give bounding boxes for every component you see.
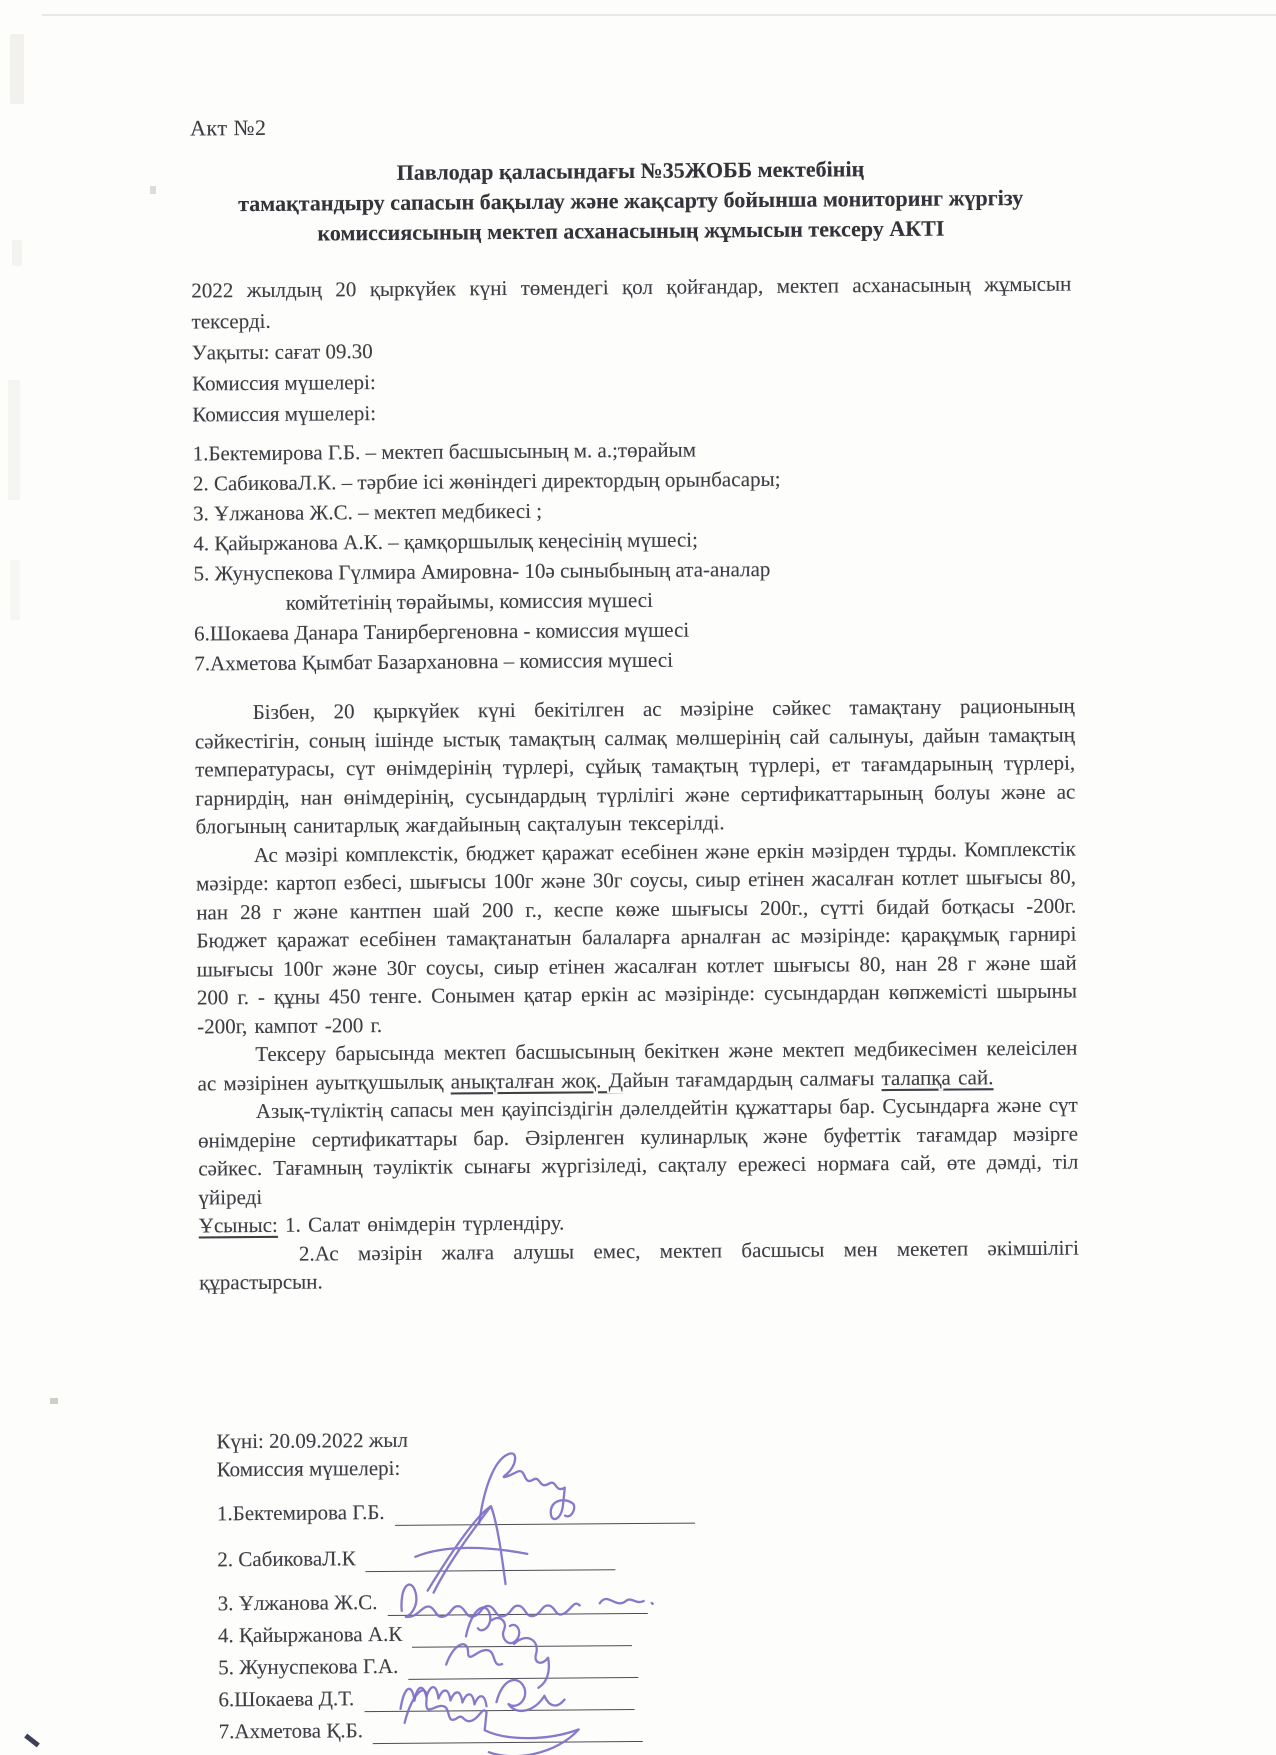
date-line: Күні: 20.09.2022 жыл xyxy=(216,1427,409,1454)
signature-stroke xyxy=(405,1689,580,1755)
paragraph-findings xyxy=(197,1034,1077,1098)
recommendation-label: Ұсыныс: xyxy=(198,1212,278,1238)
member-item: 6.Шокаева Данара Танирбергеновна - комиссия мүшесі xyxy=(193,617,690,646)
inspection-time: Уақыты: сағат 09.30 xyxy=(191,339,373,365)
title-line-3: комиссиясының мектеп асханасының жұмысын тексеру АКТІ xyxy=(317,215,945,246)
signer-name: 6.Шокаева Д.Т. xyxy=(218,1686,355,1712)
member-item-continuation: комйтетінің төрайымы, комиссия мүшесі xyxy=(285,587,654,615)
paragraph-certificates: Азық-түліктің сапасы мен қауіпсіздігін дәлелдейтін құжаттары бар. Сусындарға және сүт өнімдеріне сертификаттары бар. Әзірленген кулинарлық және буфеттік тағамдар мәзірге сәйкес. Тағамның тәуліктік сынағы жүргізіледі, сақталу ережесі нормаға сай, өте дәмді, тіл үйіреді xyxy=(197,1092,1079,1209)
findings-underlined-2: талапқа сай. xyxy=(881,1064,994,1090)
member-item: 5. Жунуспекова Гүлмира Амировна- 10ә сыныбының ата-аналар xyxy=(193,556,771,586)
title-line-1: Павлодар қаласындағы №35ЖОББ мектебінің xyxy=(396,156,865,185)
paragraph-inspection-scope: Бізбен, 20 қыркүйек күні бекітілген ас мәзіріне сәйкес тамақтану рационының сәйкестігін, соның ішінде ыстық тамақтың салмақ мөлшерінің сай салынуы, дайын тамақтың температурасы, сүт өнімдерінің түрлері, сұйық тамақтың түрлері, ет тағамдарының түрлері, гарнирдің, нан өнімдерінің, сусындардың түрлілігі және сертификаттарының болуы және ас блогының санитарлық жағдайының сақталуын тексерілді. xyxy=(194,693,1076,839)
intro-section xyxy=(191,269,1072,431)
act-number: Акт №2 xyxy=(190,114,267,141)
signature-row xyxy=(219,1710,859,1745)
findings-lead: Тексеру барысында мектеп басшысының бекіткен және мектеп медбикесімен келеісілен ас мәзірінен ауытқушылық xyxy=(197,1035,1078,1095)
member-item: 3. Ұлжанова Ж.С. – мектеп медбикесі ; xyxy=(193,498,543,526)
handwritten-signature xyxy=(392,1665,603,1755)
body-section xyxy=(195,692,1080,1297)
members-label-2: Комиссия мүшелері: xyxy=(192,401,377,427)
recommendation-line-2: 2.Ас мәзірін жалға алушы емес, мектеп басшысы мен мекетеп әкімшілігі құрастырсын. xyxy=(199,1235,1080,1295)
member-item: 4. Қайыржанова А.К. – қамқоршылық кеңесінің мүшесі; xyxy=(193,527,699,556)
signer-name: 4. Қайыржанова А.К xyxy=(217,1621,403,1648)
members-label-1: Комиссия мүшелері: xyxy=(192,370,376,396)
document-title xyxy=(190,153,1071,250)
signature-line xyxy=(373,1715,643,1744)
commission-members-list xyxy=(193,432,1075,679)
member-item: 2. СабиковаЛ.К. – тәрбие ісі жөніндегі директордың орынбасары; xyxy=(192,466,781,496)
member-item: 7.Ахметова Қымбат Базархановна – комиссия мүшесі xyxy=(194,647,674,676)
signature-section xyxy=(216,1422,858,1745)
member-item: 1.Бектемирова Г.Б. – мектеп басшысының м. а.;төрайым xyxy=(192,437,697,466)
recommendation-text-1: 1. Салат өнімдерін түрлендіру. xyxy=(277,1210,565,1237)
signer-name: 1.Бектемирова Г.Б. xyxy=(216,1500,385,1526)
paragraph-menu-details: Ас мәзірі комплекстік, бюджет қаражат есебінен және еркін мәзірден тұрды. Комплекстік мәзірде: картоп езбесі, шығысы 100г және 30г соусы, сиыр етінен жасалған котлет шығысы 80, нан 28 г және кантпен шай 200 г., кеспе көже шығысы 200г., сүтті бидай ботқасы -200г. Бюджет қаражат есебінен тамақтанатын балаларға арналған ас мәзірінде: қарақұмық гарнирі шығысы 100г және 30г соусы, сиыр етінен жасалған котлет шығысы 80, нан 28 г және шай 200 г. - құны 450 тенге. Сонымен қатар еркін ас мәзірінде: сусындардан көпжемісті шырыны -200г, кампот -200 г. xyxy=(195,836,1077,1038)
findings-mid: айын тағамдардың салмағы xyxy=(622,1065,882,1092)
signer-name: 2. СабиковаЛ.К xyxy=(217,1546,356,1572)
footer-members-label: Комиссия мүшелері: xyxy=(216,1455,401,1482)
signer-name: 7.Ахметова Қ.Б. xyxy=(218,1718,363,1744)
signer-name: 3. Ұлжанова Ж.С. xyxy=(217,1590,378,1616)
signer-name: 5. Жунуспекова Г.А. xyxy=(218,1653,399,1680)
title-line-2: тамақтандыру сапасын бақылау және жақсарту бойынша мониторинг жүргізу xyxy=(238,184,1024,217)
findings-underlined-1: анықталған жоқ. Д xyxy=(450,1067,623,1093)
intro-opening: 2022 жылдың 20 қыркүйек күні төмендегі қол қойғандар, мектеп асханасының жұмысын тексерді. xyxy=(191,271,1072,334)
